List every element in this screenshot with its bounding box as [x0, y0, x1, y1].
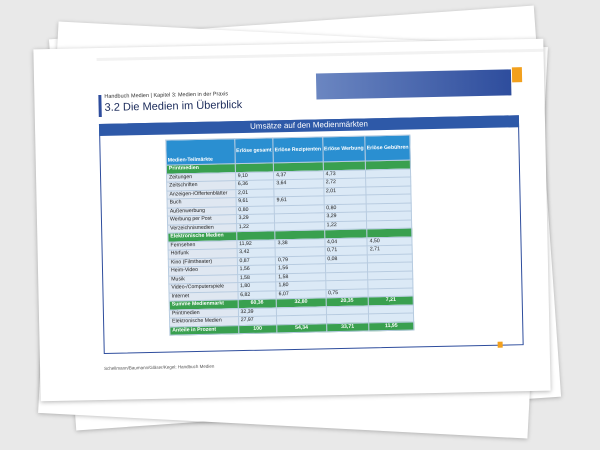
row-label: Zeitschriften: [167, 181, 236, 191]
cell-value: 32,80: [276, 298, 326, 308]
cell-value: 20,35: [326, 297, 369, 306]
cell-value: 11,95: [369, 321, 414, 330]
col-header: Erlöse Rezipienten: [273, 137, 323, 163]
row-label: Fernsehen: [168, 240, 237, 250]
cell-value: 0,71: [325, 246, 368, 255]
cell-value: 54,34: [277, 323, 327, 333]
page-marker: [498, 342, 503, 348]
cell-value: 6,36: [235, 180, 274, 189]
row-label: Verzeichnismedien: [168, 223, 237, 233]
cell-value: 1,56: [276, 264, 326, 274]
cell-value: 2,01: [323, 186, 366, 195]
cell-value: 1,80: [276, 281, 326, 291]
header-accent-bar: [316, 69, 512, 99]
row-label: Außenwerbung: [167, 206, 236, 216]
cell-value: 1,58: [276, 272, 326, 282]
row-label: Printmedien: [169, 308, 238, 318]
row-label: Buch: [167, 198, 236, 208]
row-label: Anteile in Prozent: [170, 325, 239, 335]
cell-value: 9,61: [274, 196, 324, 206]
cell-value: 9,10: [235, 171, 274, 180]
cell-value: 7,21: [368, 296, 413, 305]
cell-value: 0,75: [325, 288, 368, 297]
cell-value: 6,07: [276, 289, 326, 299]
row-label: Heim-Video: [168, 266, 237, 276]
cell-value: 100: [238, 324, 277, 333]
table-body: [166, 160, 414, 335]
cell-value: 27,97: [238, 316, 277, 325]
cell-value: 3,29: [324, 212, 367, 221]
row-label: Video-/Computerspiele: [169, 283, 238, 293]
cell-value: 4,04: [324, 237, 367, 246]
row-label: Hörfunk: [168, 249, 237, 259]
cell-value: 0,80: [324, 203, 367, 212]
cell-value: 1,80: [237, 282, 276, 291]
cell-value: 9,61: [236, 197, 275, 206]
title-rule: [98, 95, 101, 117]
row-label: Werbung per Post: [167, 215, 236, 225]
cell-value: 3,64: [274, 179, 324, 189]
cell-value: 3,29: [236, 214, 275, 223]
cell-value: 4,37: [274, 170, 324, 180]
cell-value: 6,82: [238, 290, 277, 299]
col-header: Medien-Teilmärkte: [166, 139, 235, 165]
header-line: [97, 49, 544, 61]
row-label: Kino (Filmtheater): [168, 257, 237, 267]
row-label: Musik: [169, 274, 238, 284]
row-label: Internet: [169, 291, 238, 301]
row-label: Zeitungen: [167, 172, 236, 182]
cell-value: 0,79: [275, 255, 325, 265]
slide-page: [33, 39, 550, 402]
col-header: Erlöse gesamt: [234, 138, 273, 164]
cell-value: 3,38: [275, 238, 325, 248]
chapter-line: Handbuch Medien | Kapitel 3: Medien in der Praxis: [104, 91, 229, 100]
cell-value: 33,71: [326, 322, 369, 331]
panel-title: Umsätze auf den Medienmärkten: [99, 115, 519, 136]
row-label: Elektronische Medien: [168, 232, 237, 242]
cell-value: 32,39: [238, 307, 277, 316]
cell-value: 11,92: [237, 239, 276, 248]
cell-value: 1,58: [237, 273, 276, 282]
cell-value: 0,80: [236, 205, 275, 214]
cell-value: 3,42: [237, 248, 276, 257]
cell-value: 0,08: [325, 254, 368, 263]
cell-value: 1,22: [236, 222, 275, 231]
row-label: Elektronische Medien: [170, 317, 239, 327]
row-label: Printmedien: [166, 164, 235, 174]
cell-value: 4,73: [323, 169, 366, 178]
page-title: 3.2 Die Medien im Überblick: [104, 99, 243, 114]
cell-value: 2,71: [367, 245, 412, 254]
col-header: Erlöse Werbung: [322, 136, 365, 162]
cell-value: 2,72: [323, 178, 366, 187]
cell-value: 60,36: [238, 299, 277, 308]
row-label: Summe Medienmarkt: [169, 300, 238, 310]
row-label: Anzeigen-/Offertenblätter: [167, 189, 236, 199]
cell-value: 2,01: [235, 188, 274, 197]
header-orange-marker: [512, 67, 522, 82]
col-header: Erlöse Gebühren: [365, 135, 410, 161]
cell-value: 4,50: [367, 236, 412, 245]
revenue-table: [165, 135, 414, 336]
cell-value: 1,56: [237, 265, 276, 274]
cell-value: 0,87: [237, 256, 276, 265]
footer-text: Schellmann/Baumann/Gläser/Kegel: Handbuch Medien: [104, 363, 215, 371]
cell-value: 1,22: [324, 220, 367, 229]
